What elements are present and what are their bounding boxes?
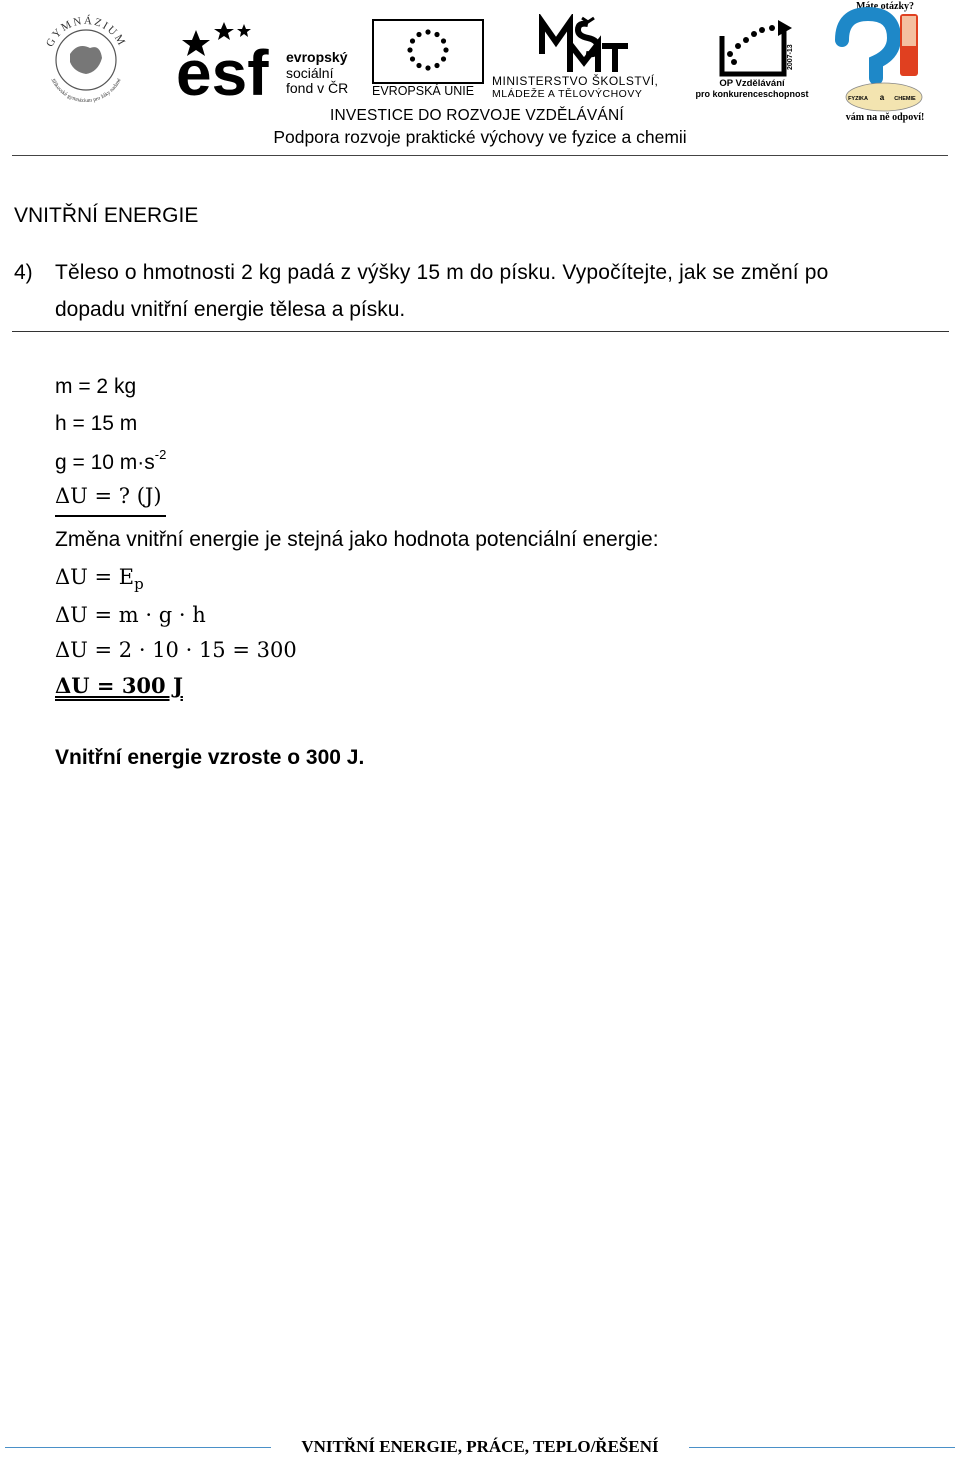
conclusion: Vnitřní energie vzroste o 300 J.	[55, 746, 365, 769]
msmt-label-1: MINISTERSTVO ŠKOLSTVÍ,	[492, 74, 659, 88]
footer-text: VNITŘNÍ ENERGIE, PRÁCE, TEPLO/ŘEŠENÍ	[301, 1437, 659, 1456]
equation-1-subscript: p	[134, 575, 144, 594]
op-line2: pro konkurenceschopnost	[695, 89, 809, 99]
given-underline	[55, 515, 166, 517]
equation-3: ΔU = 2 · 10 · 15 = 300	[55, 638, 297, 662]
section-title: VNITŘNÍ ENERGIE	[14, 204, 199, 227]
project-subtitle: Podpora rozvoje praktické výchovy ve fyzice a chemii	[273, 127, 687, 147]
op-line1: OP Vzdělávání	[719, 78, 785, 89]
gymnazium-bottom-text: Jiříkovské gymnázium pro žáky nadané	[49, 77, 123, 105]
problem-divider	[12, 331, 949, 332]
given-gravity-base: g = 10 m·s	[55, 451, 155, 474]
solution-intro: Změna vnitřní energie je stejná jako hodnota potenciální energie:	[55, 528, 659, 551]
footer-line-right	[689, 1447, 955, 1448]
equation-1	[55, 565, 144, 593]
quiz-a: a	[879, 93, 885, 102]
eu-flag-logo	[370, 18, 485, 98]
esf-wordmark: esf	[176, 37, 269, 98]
equation-1-main: ΔU = E	[55, 565, 135, 589]
eu-label: EVROPSKÁ UNIE	[372, 84, 475, 98]
header-divider	[12, 155, 948, 156]
op-vzdelavani-logo	[688, 14, 816, 100]
given-unknown: ΔU = ? (J)	[55, 484, 162, 508]
given-mass: m = 2 kg	[55, 375, 137, 398]
equation-2: ΔU = m · g · h	[55, 603, 206, 627]
quiz-top-text: Máte otázky?	[855, 1, 915, 12]
esf-line3: fond v ČR	[286, 80, 349, 96]
given-height: h = 15 m	[55, 412, 138, 435]
esf-logo	[174, 18, 369, 98]
esf-line1: evropský	[286, 49, 348, 65]
msmt-label-2: MLÁDEŽE A TĚLOVÝCHOVY	[492, 88, 643, 100]
msmt-logo	[490, 14, 685, 100]
svg-text:GYMNÁZIUM	[44, 15, 128, 49]
footer-line-left	[5, 1447, 271, 1448]
equation-result: ΔU = 300 J	[55, 673, 183, 698]
quiz-chemie: CHEMIE	[894, 96, 916, 102]
gymnazium-logo	[40, 14, 132, 106]
given-gravity	[55, 449, 166, 475]
gymnazium-top-text: GYMNÁZIUM	[43, 14, 129, 49]
problem-line-2: dopadu vnitřní energie tělesa a písku.	[55, 298, 406, 321]
quiz-fyzika: FYZIKA	[848, 96, 868, 102]
esf-line2: sociální	[286, 65, 334, 81]
problem-line-1: Těleso o hmotnosti 2 kg padá z výšky 15 m do písku. Vypočítejte, jak se změní po	[55, 261, 829, 284]
problem-number: 4)	[14, 261, 33, 284]
quiz-bottom-text: vám na ně odpoví!	[845, 112, 925, 123]
given-gravity-exponent: -2	[154, 447, 167, 462]
investice-text: INVESTICE DO ROZVOJE VZDĚLÁVÁNÍ	[330, 107, 624, 124]
op-year: 2007-13	[787, 44, 794, 70]
mate-otazky-logo	[832, 0, 938, 124]
